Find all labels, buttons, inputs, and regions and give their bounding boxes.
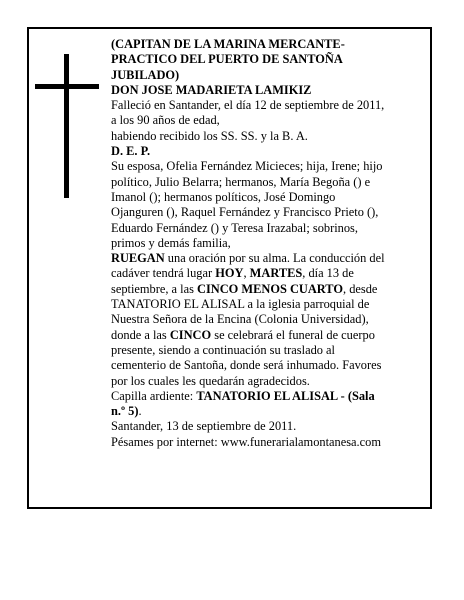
request-line-9: por los cuales les quedarán agradecidos. xyxy=(111,373,310,388)
obituary-text xyxy=(111,37,423,450)
funeral-time: CINCO MENOS CUARTO xyxy=(197,281,343,296)
request-line-6 xyxy=(111,328,423,343)
death-line-2: a los 90 años de edad, xyxy=(111,113,220,128)
chapel-line-1 xyxy=(111,389,423,404)
chapel-label: Capilla ardiente: xyxy=(111,388,197,403)
request-line-2-start: cadáver tendrá lugar xyxy=(111,266,216,281)
request-line-3-end: , desde xyxy=(343,281,378,296)
chapel-period: . xyxy=(138,404,142,419)
request-comma: , xyxy=(243,266,250,281)
request-line-7: presente, siendo a continuación su traslado al xyxy=(111,342,335,357)
title-line-1: (CAPITAN DE LA MARINA MERCANTE- xyxy=(111,37,345,51)
cross-horizontal-bar xyxy=(35,84,99,89)
death-line-1: Falleció en Santander, el día 12 de septiembre de 2011, xyxy=(111,98,385,113)
closing-place-date: Santander, 13 de septiembre de 2011. xyxy=(111,419,297,434)
rip-label: D. E. P. xyxy=(111,144,151,159)
family-line-5: Eduardo Fernández () y Teresa Irazabal; sobrinos, xyxy=(111,220,358,235)
chapel-room: n.º 5) xyxy=(111,404,139,419)
deceased-name: DON JOSE MADARIETA LAMIKIZ xyxy=(111,82,312,97)
family-line-2: político, Julio Belarra; hermanos, María Begoña () e xyxy=(111,174,371,189)
family-line-6: primos y demás familia, xyxy=(111,235,231,250)
request-line-2-end: , día 13 de xyxy=(302,266,354,281)
ruegan-word: RUEGAN xyxy=(111,251,165,266)
cross-icon xyxy=(35,54,99,198)
title-line-2: PRACTICO DEL PUERTO DE SANTOÑA xyxy=(111,52,343,67)
family-line-1: Su esposa, Ofelia Fernández Micieces; hija, Irene; hijo xyxy=(111,159,383,174)
request-line-4: TANATORIO EL ALISAL a la iglesia parroquial de xyxy=(111,297,370,312)
chapel-line-2 xyxy=(111,404,423,419)
cinco-word: CINCO xyxy=(169,327,212,342)
request-line-3-start: septiembre, a las xyxy=(111,281,198,296)
request-line-5: Nuestra Señora de la Encina (Colonia Universidad), xyxy=(111,312,369,327)
request-line-6-end: se celebrará el funeral de cuerpo xyxy=(211,327,375,342)
request-line-2 xyxy=(111,266,423,281)
closing-condolences: Pésames por internet: www.funerarialamontanesa.com xyxy=(111,434,381,449)
death-line-3: habiendo recibido los SS. SS. y la B. A. xyxy=(111,128,308,143)
request-line-3 xyxy=(111,282,423,297)
martes-word: MARTES xyxy=(249,266,303,281)
title-line-3: JUBILADO) xyxy=(111,67,180,82)
request-line-6-start: donde a las xyxy=(111,327,170,342)
request-line-1 xyxy=(111,251,423,266)
request-line-1-rest: una oración por su alma. La conducción del xyxy=(164,251,385,266)
family-line-4: Ojanguren (), Raquel Fernández y Francisco Prieto (), xyxy=(111,205,379,220)
chapel-name: TANATORIO EL ALISAL - (Sala xyxy=(196,388,375,403)
family-line-3: Imanol (); hermanos políticos, José Domingo xyxy=(111,189,336,204)
hoy-word: HOY xyxy=(215,266,244,281)
request-line-8: cementerio de Santoña, donde será inhumado. Favores xyxy=(111,358,382,373)
cross-vertical-bar xyxy=(64,54,69,198)
